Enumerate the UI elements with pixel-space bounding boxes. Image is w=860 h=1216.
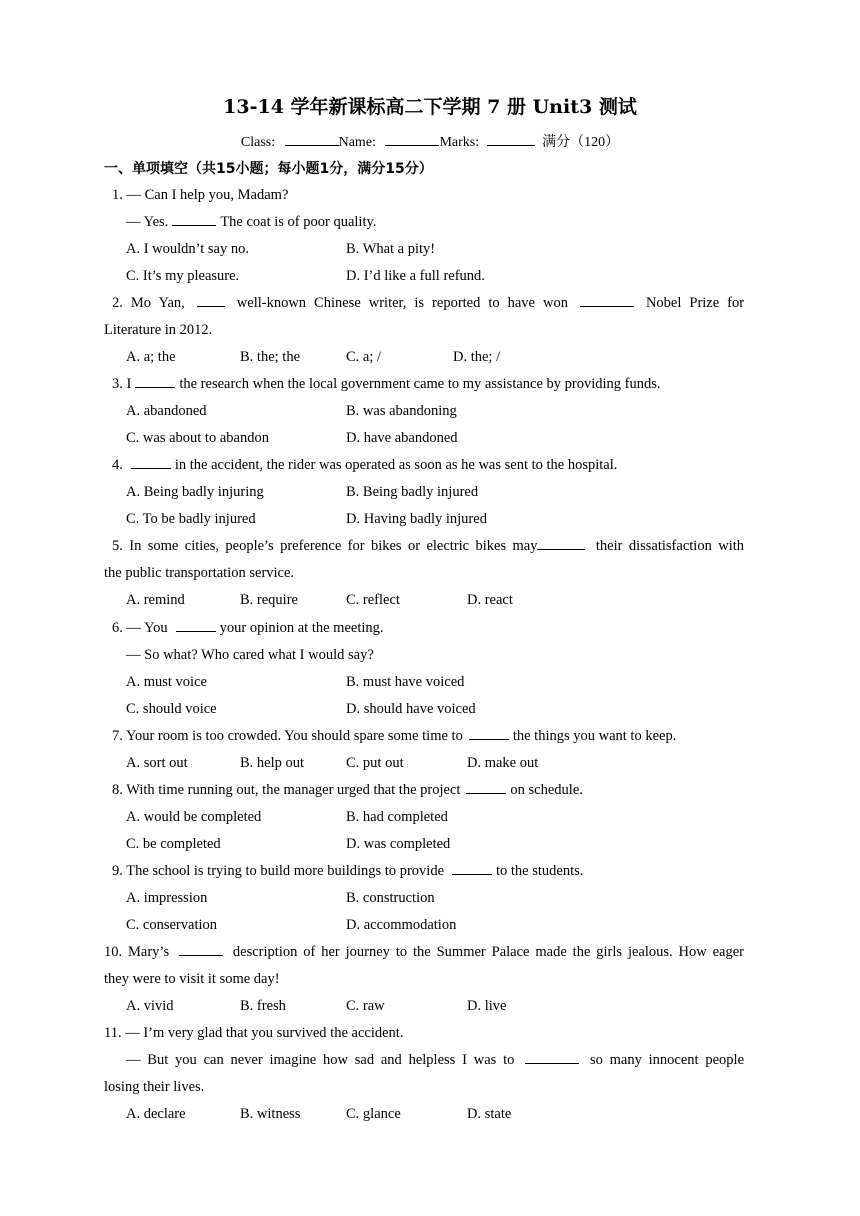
q7-option-d[interactable]: D. make out — [467, 755, 539, 771]
q9-blank[interactable] — [452, 862, 492, 875]
question-9 — [104, 862, 752, 880]
q11-blank[interactable] — [525, 1051, 579, 1064]
question-8 — [104, 781, 752, 799]
q10-option-a[interactable]: A. vivid — [126, 998, 174, 1014]
class-label: Class: — [240, 135, 276, 150]
q2-option-c[interactable]: C. a; / — [346, 349, 382, 365]
q2-option-b[interactable]: B. the; the — [240, 349, 301, 365]
q4-option-a[interactable]: A. Being badly injuring — [126, 484, 264, 500]
q6-blank[interactable] — [176, 619, 216, 632]
q9-text-a: 9. The school is trying to build more buildings to provide — [112, 863, 444, 879]
q10-option-c[interactable]: C. raw — [346, 998, 385, 1014]
q11-option-c[interactable]: C. glance — [346, 1106, 401, 1122]
question-4 — [104, 456, 752, 474]
q9-option-d[interactable]: D. accommodation — [346, 917, 457, 933]
q7-text-a: 7. Your room is too crowded. You should spare some time to — [112, 728, 463, 744]
q3-option-d[interactable]: D. have abandoned — [346, 430, 458, 446]
question-6-line-2: — So what? Who cared what I would say? — [126, 647, 374, 663]
q7-option-b[interactable]: B. help out — [240, 755, 305, 771]
q3-option-a[interactable]: A. abandoned — [126, 403, 207, 419]
q2-text-a: 2. Mo Yan, — [112, 295, 185, 311]
question-5 — [104, 537, 744, 555]
q2-blank-1[interactable] — [197, 294, 225, 307]
q10-text-b: description of her journey to the Summer Palace made the girls jealous. How eager — [232, 944, 745, 960]
question-2 — [104, 294, 744, 312]
q4-option-c[interactable]: C. To be badly injured — [126, 511, 256, 527]
q5-blank[interactable] — [537, 537, 585, 550]
q4-text-a: 4. — [112, 457, 123, 473]
question-11: 11. — I’m very glad that you survived the accident. — [104, 1025, 404, 1041]
q10-option-b[interactable]: B. fresh — [240, 998, 286, 1014]
q10-option-d[interactable]: D. live — [467, 998, 507, 1014]
question-10 — [104, 943, 744, 961]
q2-option-d[interactable]: D. the; / — [453, 349, 501, 365]
class-blank[interactable] — [285, 133, 339, 146]
question-1-line-2 — [104, 213, 766, 231]
q7-blank[interactable] — [469, 727, 509, 740]
q2-option-a[interactable]: A. a; the — [126, 349, 176, 365]
q1-text-b: The coat is of poor quality. — [220, 214, 377, 230]
q11-option-b[interactable]: B. witness — [240, 1106, 301, 1122]
q4-text-b: in the accident, the rider was operated as soon as he was sent to the hospital. — [174, 457, 618, 473]
q8-option-a[interactable]: A. would be completed — [126, 809, 262, 825]
page-title: 13-14 学年新课标高二下学期 7 册 Unit3 测试 — [223, 96, 637, 118]
q3-text-b: the research when the local government came to my assistance by providing funds. — [179, 376, 661, 392]
q11-text-b: so many innocent people — [589, 1052, 745, 1068]
q2-text-c: Nobel Prize for — [645, 295, 745, 311]
q9-option-a[interactable]: A. impression — [126, 890, 208, 906]
q8-option-c[interactable]: C. be completed — [126, 836, 221, 852]
q5-option-d[interactable]: D. react — [467, 592, 513, 608]
q8-text-b: on schedule. — [510, 782, 583, 798]
marks-label: Marks: — [439, 135, 480, 150]
q11-option-d[interactable]: D. state — [467, 1106, 512, 1122]
q9-option-b[interactable]: B. construction — [346, 890, 435, 906]
name-label: Name: — [338, 135, 376, 150]
q1-option-b[interactable]: B. What a pity! — [346, 241, 436, 257]
q9-text-b: to the students. — [496, 863, 584, 879]
q3-text-a: 3. I — [112, 376, 132, 392]
question-10-line-2: they were to visit it some day! — [104, 971, 280, 987]
question-1: 1. — Can I help you, Madam? — [112, 187, 289, 203]
question-6 — [104, 619, 752, 637]
q3-option-b[interactable]: B. was abandoning — [346, 403, 457, 419]
q10-text-a: 10. Mary’s — [104, 944, 170, 960]
q6-text-b: your opinion at the meeting. — [219, 620, 384, 636]
q6-option-b[interactable]: B. must have voiced — [346, 674, 465, 690]
q5-option-a[interactable]: A. remind — [126, 592, 185, 608]
q9-option-c[interactable]: C. conservation — [126, 917, 218, 933]
q3-option-c[interactable]: C. was about to abandon — [126, 430, 269, 446]
q11-text-a: — But you can never imagine how sad and helpless I was to — [126, 1052, 515, 1068]
student-info-line — [0, 131, 860, 151]
name-blank[interactable] — [385, 133, 439, 146]
q1-option-c[interactable]: C. It’s my pleasure. — [126, 268, 240, 284]
question-7 — [104, 727, 752, 745]
q6-option-a[interactable]: A. must voice — [126, 674, 207, 690]
q5-option-c[interactable]: C. reflect — [346, 592, 400, 608]
q8-option-b[interactable]: B. had completed — [346, 809, 448, 825]
q6-text-a: 6. — You — [112, 620, 168, 636]
section-heading: 一、单项填空（共15小题；每小题1分，满分15分） — [104, 161, 433, 177]
q8-text-a: 8. With time running out, the manager urged that the project — [112, 782, 461, 798]
q11-option-a[interactable]: A. declare — [126, 1106, 186, 1122]
q1-text-a: — Yes. — [126, 214, 169, 230]
q5-text-a: 5. In some cities, people’s preference for bikes or electric bikes may — [112, 538, 538, 554]
q2-blank-2[interactable] — [580, 294, 634, 307]
full-score: 满分（120） — [542, 135, 620, 150]
q1-option-d[interactable]: D. I’d like a full refund. — [346, 268, 485, 284]
question-3 — [104, 375, 752, 393]
q6-option-c[interactable]: C. should voice — [126, 701, 217, 717]
q4-option-d[interactable]: D. Having badly injured — [346, 511, 487, 527]
question-11-line-2 — [126, 1051, 744, 1069]
question-11-line-3: losing their lives. — [104, 1079, 205, 1095]
question-2-line-2: Literature in 2012. — [104, 322, 213, 338]
q7-text-b: the things you want to keep. — [512, 728, 677, 744]
q5-text-b: their dissatisfaction with — [595, 538, 744, 554]
marks-blank[interactable] — [487, 133, 535, 146]
q1-blank[interactable] — [172, 213, 216, 226]
q8-blank[interactable] — [466, 781, 506, 794]
q4-blank[interactable] — [131, 456, 171, 469]
q3-blank[interactable] — [135, 375, 175, 388]
q6-option-d[interactable]: D. should have voiced — [346, 701, 476, 717]
q10-blank[interactable] — [179, 943, 223, 956]
question-5-line-2: the public transportation service. — [104, 565, 295, 581]
q7-option-a[interactable]: A. sort out — [126, 755, 188, 771]
q8-option-d[interactable]: D. was completed — [346, 836, 451, 852]
q2-text-b: well-known Chinese writer, is reported to have won — [236, 295, 568, 311]
q4-option-b[interactable]: B. Being badly injured — [346, 484, 479, 500]
q7-option-c[interactable]: C. put out — [346, 755, 404, 771]
q5-option-b[interactable]: B. require — [240, 592, 298, 608]
q1-option-a[interactable]: A. I wouldn’t say no. — [126, 241, 249, 257]
